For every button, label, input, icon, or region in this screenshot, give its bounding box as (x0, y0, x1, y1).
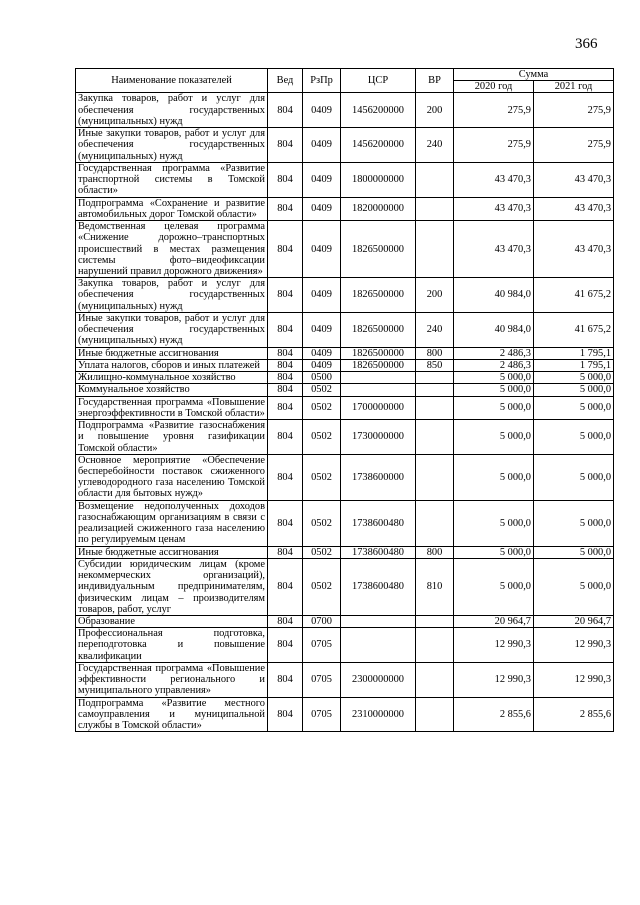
cell-name: Субсидии юридическим лицам (кроме некоммерческих организаций), индивидуальным предпринимателям, физическим лицам – производителям товаров, работ, услуг (76, 558, 268, 615)
cell-csr: 1456200000 (341, 93, 416, 128)
cell-csr: 2300000000 (341, 662, 416, 697)
cell-2021: 2 855,6 (534, 697, 614, 732)
cell-2021: 275,9 (534, 93, 614, 128)
cell-2021: 5 000,0 (534, 372, 614, 384)
cell-2020: 40 984,0 (454, 312, 534, 347)
header-name: Наименование показателей (76, 69, 268, 93)
cell-name: Уплата налогов, сборов и иных платежей (76, 359, 268, 371)
cell-2020: 43 470,3 (454, 197, 534, 220)
cell-2020: 43 470,3 (454, 221, 534, 278)
cell-2021: 20 964,7 (534, 616, 614, 628)
cell-vr: 810 (416, 558, 454, 615)
cell-rzpr: 0409 (303, 197, 341, 220)
cell-vr (416, 420, 454, 455)
cell-2021: 43 470,3 (534, 197, 614, 220)
cell-ved: 804 (268, 454, 303, 500)
cell-rzpr: 0502 (303, 454, 341, 500)
cell-rzpr: 0500 (303, 372, 341, 384)
cell-name: Иные закупки товаров, работ и услуг для обеспечения государственных (муниципальных) нужд (76, 312, 268, 347)
table-row (76, 372, 614, 384)
cell-2020: 275,9 (454, 93, 534, 128)
cell-2021: 5 000,0 (534, 500, 614, 546)
cell-csr (341, 372, 416, 384)
cell-2021: 43 470,3 (534, 221, 614, 278)
table-row (76, 396, 614, 419)
cell-2021: 43 470,3 (534, 162, 614, 197)
cell-ved: 804 (268, 312, 303, 347)
cell-rzpr: 0409 (303, 221, 341, 278)
cell-2021: 5 000,0 (534, 454, 614, 500)
cell-vr (416, 396, 454, 419)
cell-ved: 804 (268, 500, 303, 546)
cell-ved: 804 (268, 546, 303, 558)
cell-rzpr: 0502 (303, 500, 341, 546)
cell-2021: 275,9 (534, 128, 614, 163)
cell-ved: 804 (268, 128, 303, 163)
cell-2021: 5 000,0 (534, 396, 614, 419)
cell-2020: 2 855,6 (454, 697, 534, 732)
cell-2020: 5 000,0 (454, 500, 534, 546)
cell-ved: 804 (268, 162, 303, 197)
cell-vr: 850 (416, 359, 454, 371)
cell-2021: 5 000,0 (534, 384, 614, 396)
cell-csr: 1826500000 (341, 347, 416, 359)
cell-2021: 12 990,3 (534, 662, 614, 697)
cell-2021: 1 795,1 (534, 347, 614, 359)
cell-2020: 5 000,0 (454, 454, 534, 500)
cell-name: Государственная программа «Развитие транспортной системы в Томской области» (76, 162, 268, 197)
cell-vr (416, 616, 454, 628)
table-row (76, 420, 614, 455)
cell-vr (416, 162, 454, 197)
cell-vr: 800 (416, 546, 454, 558)
table-row (76, 500, 614, 546)
cell-2020: 5 000,0 (454, 372, 534, 384)
cell-ved: 804 (268, 697, 303, 732)
cell-2020: 5 000,0 (454, 420, 534, 455)
cell-ved: 804 (268, 628, 303, 663)
cell-ved: 804 (268, 396, 303, 419)
cell-csr (341, 384, 416, 396)
cell-name: Ведомственная целевая программа «Снижение дорожно–транспортных происшествий в местах размещения системы фото–видеофиксации нарушений правил дорожного движения» (76, 221, 268, 278)
page-number: 366 (575, 36, 598, 52)
cell-vr (416, 221, 454, 278)
table-row (76, 546, 614, 558)
cell-ved: 804 (268, 384, 303, 396)
cell-vr: 240 (416, 128, 454, 163)
cell-vr (416, 197, 454, 220)
cell-rzpr: 0409 (303, 312, 341, 347)
cell-name: Жилищно-коммунальное хозяйство (76, 372, 268, 384)
cell-csr: 1820000000 (341, 197, 416, 220)
cell-name: Подпрограмма «Сохранение и развитие автомобильных дорог Томской области» (76, 197, 268, 220)
cell-vr (416, 628, 454, 663)
cell-rzpr: 0700 (303, 616, 341, 628)
header-csr: ЦСР (341, 69, 416, 93)
cell-2021: 12 990,3 (534, 628, 614, 663)
cell-ved: 804 (268, 616, 303, 628)
cell-ved: 804 (268, 347, 303, 359)
cell-ved: 804 (268, 197, 303, 220)
cell-name: Коммунальное хозяйство (76, 384, 268, 396)
cell-csr: 1700000000 (341, 396, 416, 419)
cell-2021: 5 000,0 (534, 420, 614, 455)
budget-table (75, 68, 614, 732)
table-row (76, 558, 614, 615)
cell-ved: 804 (268, 372, 303, 384)
cell-rzpr: 0409 (303, 128, 341, 163)
table-row (76, 221, 614, 278)
table-row (76, 662, 614, 697)
cell-rzpr: 0502 (303, 558, 341, 615)
cell-csr: 1738600000 (341, 454, 416, 500)
table-row (76, 384, 614, 396)
cell-rzpr: 0409 (303, 347, 341, 359)
table-row (76, 628, 614, 663)
cell-2020: 43 470,3 (454, 162, 534, 197)
cell-ved: 804 (268, 93, 303, 128)
cell-rzpr: 0409 (303, 93, 341, 128)
cell-rzpr: 0409 (303, 359, 341, 371)
cell-2020: 2 486,3 (454, 347, 534, 359)
cell-name: Возмещение недополученных доходов газоснабжающим организациям в связи с реализацией сжиженного газа населению по регулируемым ценам (76, 500, 268, 546)
table-body (76, 93, 614, 732)
cell-vr: 200 (416, 93, 454, 128)
cell-csr: 1730000000 (341, 420, 416, 455)
cell-2021: 41 675,2 (534, 312, 614, 347)
cell-name: Иные закупки товаров, работ и услуг для обеспечения государственных (муниципальных) нужд (76, 128, 268, 163)
table-row (76, 616, 614, 628)
header-rzpr: РзПр (303, 69, 341, 93)
cell-vr (416, 697, 454, 732)
table-row (76, 359, 614, 371)
cell-rzpr: 0409 (303, 278, 341, 313)
cell-rzpr: 0705 (303, 697, 341, 732)
header-summa: Сумма (454, 69, 614, 81)
cell-2020: 5 000,0 (454, 558, 534, 615)
cell-name: Закупка товаров, работ и услуг для обеспечения государственных (муниципальных) нужд (76, 93, 268, 128)
cell-2021: 5 000,0 (534, 546, 614, 558)
cell-name: Основное мероприятие «Обеспечение бесперебойности поставок сжиженного углеводородного газа населению Томской области для бытовых нужд» (76, 454, 268, 500)
cell-ved: 804 (268, 278, 303, 313)
cell-csr: 1826500000 (341, 278, 416, 313)
cell-name: Иные бюджетные ассигнования (76, 546, 268, 558)
cell-ved: 804 (268, 420, 303, 455)
cell-rzpr: 0409 (303, 162, 341, 197)
cell-ved: 804 (268, 662, 303, 697)
cell-vr (416, 384, 454, 396)
cell-csr: 1826500000 (341, 312, 416, 347)
cell-ved: 804 (268, 221, 303, 278)
cell-csr: 1826500000 (341, 221, 416, 278)
table-row (76, 278, 614, 313)
cell-vr (416, 500, 454, 546)
table-row (76, 454, 614, 500)
cell-2020: 12 990,3 (454, 628, 534, 663)
cell-name: Образование (76, 616, 268, 628)
cell-rzpr: 0502 (303, 396, 341, 419)
cell-csr: 1800000000 (341, 162, 416, 197)
cell-2020: 5 000,0 (454, 546, 534, 558)
cell-2021: 5 000,0 (534, 558, 614, 615)
table-row (76, 697, 614, 732)
cell-2020: 12 990,3 (454, 662, 534, 697)
cell-csr: 1738600480 (341, 546, 416, 558)
cell-csr (341, 616, 416, 628)
cell-rzpr: 0705 (303, 628, 341, 663)
cell-name: Подпрограмма «Развитие газоснабжения и повышение уровня газификации Томской области» (76, 420, 268, 455)
header-ved: Вед (268, 69, 303, 93)
cell-csr: 2310000000 (341, 697, 416, 732)
table-row (76, 197, 614, 220)
cell-ved: 804 (268, 558, 303, 615)
cell-rzpr: 0502 (303, 546, 341, 558)
cell-2020: 40 984,0 (454, 278, 534, 313)
cell-csr (341, 628, 416, 663)
cell-name: Иные бюджетные ассигнования (76, 347, 268, 359)
cell-csr: 1738600480 (341, 558, 416, 615)
cell-name: Государственная программа «Повышение энергоэффективности в Томской области» (76, 396, 268, 419)
cell-vr: 240 (416, 312, 454, 347)
cell-vr: 200 (416, 278, 454, 313)
cell-rzpr: 0502 (303, 420, 341, 455)
cell-2020: 2 486,3 (454, 359, 534, 371)
cell-2020: 5 000,0 (454, 396, 534, 419)
cell-name: Подпрограмма «Развитие местного самоуправления и муниципальной службы в Томской области» (76, 697, 268, 732)
cell-name: Профессиональная подготовка, переподготовка и повышение квалификации (76, 628, 268, 663)
cell-2020: 20 964,7 (454, 616, 534, 628)
table-row (76, 347, 614, 359)
cell-csr: 1456200000 (341, 128, 416, 163)
cell-name: Закупка товаров, работ и услуг для обеспечения государственных (муниципальных) нужд (76, 278, 268, 313)
cell-vr (416, 372, 454, 384)
table-row (76, 128, 614, 163)
header-2020: 2020 год (454, 81, 534, 93)
table-row (76, 312, 614, 347)
cell-2020: 5 000,0 (454, 384, 534, 396)
cell-rzpr: 0705 (303, 662, 341, 697)
cell-vr (416, 454, 454, 500)
cell-csr: 1738600480 (341, 500, 416, 546)
header-vr: ВР (416, 69, 454, 93)
cell-csr: 1826500000 (341, 359, 416, 371)
cell-vr: 800 (416, 347, 454, 359)
table-row (76, 93, 614, 128)
cell-2021: 41 675,2 (534, 278, 614, 313)
cell-name: Государственная программа «Повышение эффективности регионального и муниципального управления» (76, 662, 268, 697)
cell-rzpr: 0502 (303, 384, 341, 396)
cell-ved: 804 (268, 359, 303, 371)
table-row (76, 162, 614, 197)
cell-vr (416, 662, 454, 697)
cell-2021: 1 795,1 (534, 359, 614, 371)
header-2021: 2021 год (534, 81, 614, 93)
cell-2020: 275,9 (454, 128, 534, 163)
